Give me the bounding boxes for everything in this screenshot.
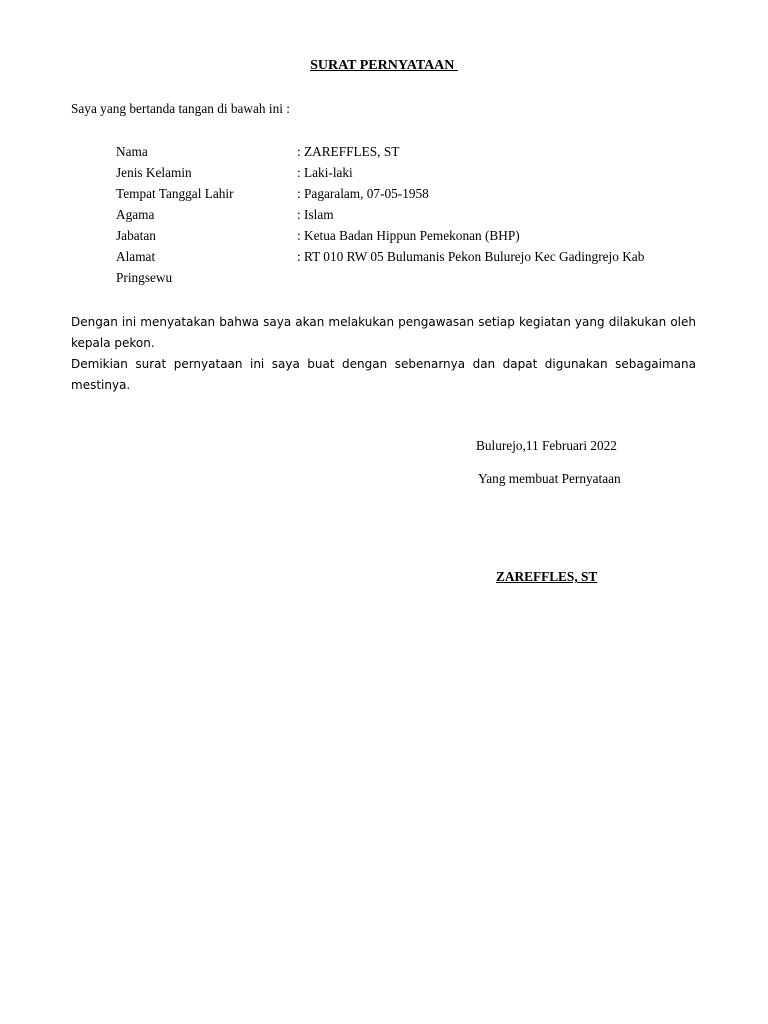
intro-text: Saya yang bertanda tangan di bawah ini : xyxy=(71,101,290,116)
field-label-agama: Agama xyxy=(116,207,155,222)
closing-paragraph: Demikian surat pernyataan ini saya buat dengan sebenarnya dan dapat digunakan sebagaimana mestinya. xyxy=(71,357,696,392)
field-value-jenis-kelamin: : Laki-laki xyxy=(297,165,353,180)
field-row-agama xyxy=(116,207,698,227)
field-value-jabatan: : Ketua Badan Hippun Pemekonan (BHP) xyxy=(297,228,520,243)
field-row-jabatan xyxy=(116,228,698,248)
field-label-jenis-kelamin: Jenis Kelamin xyxy=(116,165,192,180)
address-continuation: Pringsewu xyxy=(116,270,173,285)
field-value-agama: : Islam xyxy=(297,207,334,222)
field-row-nama xyxy=(116,144,698,164)
field-value-nama: : ZAREFFLES, ST xyxy=(297,144,400,159)
field-label-alamat: Alamat xyxy=(116,249,156,264)
field-row-jenis-kelamin xyxy=(116,165,698,185)
field-value-tempat-tanggal-lahir: : Pagaralam, 07-05-1958 xyxy=(297,186,429,201)
document-title: SURAT PERNYATAAN xyxy=(310,58,458,73)
place-date: Bulurejo,11 Februari 2022 xyxy=(476,438,617,453)
field-label-nama: Nama xyxy=(116,144,148,159)
maker-label: Yang membuat Pernyataan xyxy=(478,471,621,486)
field-label-jabatan: Jabatan xyxy=(116,228,156,243)
field-row-alamat xyxy=(116,249,698,269)
field-label-tempat-tanggal-lahir: Tempat Tanggal Lahir xyxy=(116,186,234,201)
field-value-alamat: : RT 010 RW 05 Bulumanis Pekon Bulurejo Kec Gadingrejo Kab xyxy=(297,249,645,264)
signer-name: ZAREFFLES, ST xyxy=(496,569,598,584)
field-row-tempat-tanggal-lahir xyxy=(116,186,698,206)
statement-paragraph: Dengan ini menyatakan bahwa saya akan melakukan pengawasan setiap kegiatan yang dilakukan oleh kepala pekon. xyxy=(71,315,696,350)
